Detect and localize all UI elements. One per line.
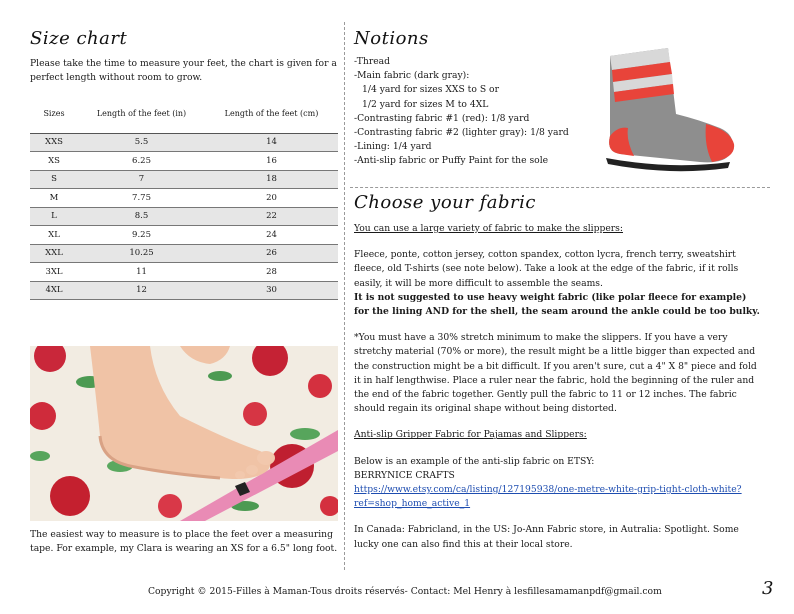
table-row: [30, 133, 338, 152]
copyright-footer: Copyright © 2015-Filles à Maman-Tous droits réservés- Contact: Mel Henry à lesfillesamamanpdf@gmail.com: [148, 586, 662, 597]
fabric-section: [354, 222, 762, 564]
size-cell: XS: [30, 152, 78, 171]
stretch-note: *You must have a 30% stretch minimum to make the slippers. If you have a very stretchy material (70% or more), the result might be a little bigger than expected and the construction might be a bit difficult. If you aren't sure, cut a 4" X 8" piece and fold it in half lengthwise. Place a ruler near the fabric, hold the beginning of the ruler and the end of the fabric together. Gently pull the fabric to 11 or 12 inches. The fabric should regain its original shape without being distorted.: [354, 332, 757, 415]
anti-slip-heading: Anti-slip Gripper Fabric for Pajamas and Slippers:: [354, 429, 587, 441]
table-row: [30, 170, 338, 189]
notion-line: -Contrasting fabric #2 (lighter gray): 1/8 yard: [354, 127, 569, 139]
length-cm-cell: 20: [205, 189, 338, 208]
size-cell: M: [30, 189, 78, 208]
notion-line: -Main fabric (dark gray):: [354, 70, 470, 82]
length-cm-cell: 30: [205, 281, 338, 300]
header-length-cm: Length of the feet (cm): [205, 95, 338, 133]
fabric-subtitle: You can use a large variety of fabric to make the slippers:: [354, 223, 623, 234]
fabric-title: Choose your fabric: [354, 192, 536, 213]
length-in-cell: 9.25: [78, 226, 205, 245]
header-length-in: Length of the feet (in): [78, 95, 205, 133]
page-number: 3: [762, 578, 774, 599]
size-cell: 4XL: [30, 281, 78, 300]
notion-line: -Lining: 1/4 yard: [354, 141, 432, 153]
etsy-block: [354, 455, 762, 512]
length-cm-cell: 24: [205, 226, 338, 245]
table-row: [30, 226, 338, 245]
length-cm-cell: 28: [205, 263, 338, 282]
store-locations: In Canada: Fabricland, in the US: Jo-Ann Fabric store, in Autralia: Spotlight. Some lucky one can also find this at their local store.: [354, 524, 739, 550]
notion-line: 1/4 yard for sizes XXS to S or: [362, 84, 499, 96]
column-divider: [344, 22, 345, 570]
fabric-warning: It is not suggested to use heavy weight fabric (like polar fleece for example) for the lining AND for the shell, the seam around the ankle could be too bulky.: [354, 291, 760, 318]
size-chart-title: Size chart: [30, 28, 128, 49]
notion-line: -Thread: [354, 56, 391, 67]
length-in-cell: 7: [78, 170, 205, 189]
notion-line: -Contrasting fabric #1 (red): 1/8 yard: [354, 112, 530, 124]
table-header-row: [30, 95, 338, 133]
length-cm-cell: 18: [205, 170, 338, 189]
fabric-paragraph-1: [354, 248, 762, 319]
shop-name: BERRYNICE CRAFTS: [354, 469, 455, 481]
notion-line: -Anti-slip fabric or Puffy Paint for the sole: [354, 155, 549, 167]
foot-on-measuring-tape-photo: [30, 346, 338, 521]
slipper-sock-illustration: [580, 36, 750, 174]
length-cm-cell: 14: [205, 133, 338, 152]
size-cell: XXL: [30, 244, 78, 263]
etsy-link[interactable]: https://www.etsy.com/ca/listing/127195938/one-metre-white-grip-tight-cloth-white?ref=shop_home_active_1: [354, 484, 742, 510]
length-cm-cell: 16: [205, 152, 338, 171]
size-cell: XL: [30, 226, 78, 245]
length-cm-cell: 22: [205, 207, 338, 226]
length-in-cell: 6.25: [78, 152, 205, 171]
notions-title: Notions: [354, 28, 429, 49]
fabric-types-text: Fleece, ponte, cotton jersey, cotton spandex, cotton lycra, french terry, sweatshirt fleece, old T-shirts (see note below). Take a look at the edge of the fabric, if it rolls easily, it will be more difficult to assemble the seams.: [354, 249, 739, 289]
length-cm-cell: 26: [205, 244, 338, 263]
etsy-intro: Below is an example of the anti-slip fabric on ETSY:: [354, 455, 595, 467]
table-row: [30, 152, 338, 171]
header-sizes: Sizes: [30, 95, 78, 133]
length-in-cell: 5.5: [78, 133, 205, 152]
length-in-cell: 12: [78, 281, 205, 300]
right-column: [354, 28, 774, 550]
size-chart-intro: Please take the time to measure your feet, the chart is given for a perfect length without room to grow.: [30, 58, 337, 83]
length-in-cell: 10.25: [78, 244, 205, 263]
table-row: [30, 189, 338, 208]
table-row: [30, 263, 338, 282]
table-row: [30, 281, 338, 300]
size-chart-table: [30, 95, 338, 300]
size-cell: S: [30, 170, 78, 189]
size-cell: XXS: [30, 133, 78, 152]
table-row: [30, 207, 338, 226]
size-chart-section: [30, 28, 338, 554]
notion-line: 1/2 yard for sizes M to 4XL: [362, 98, 489, 110]
table-row: [30, 244, 338, 263]
size-cell: L: [30, 207, 78, 226]
section-divider: [350, 187, 770, 188]
photo-illustration: [30, 346, 338, 521]
length-in-cell: 11: [78, 263, 205, 282]
length-in-cell: 8.5: [78, 207, 205, 226]
length-in-cell: 7.75: [78, 189, 205, 208]
photo-caption: The easiest way to measure is to place the feet over a measuring tape. For example, my Clara is wearing an XS for a 6.5" long foot.: [30, 529, 338, 554]
size-cell: 3XL: [30, 263, 78, 282]
